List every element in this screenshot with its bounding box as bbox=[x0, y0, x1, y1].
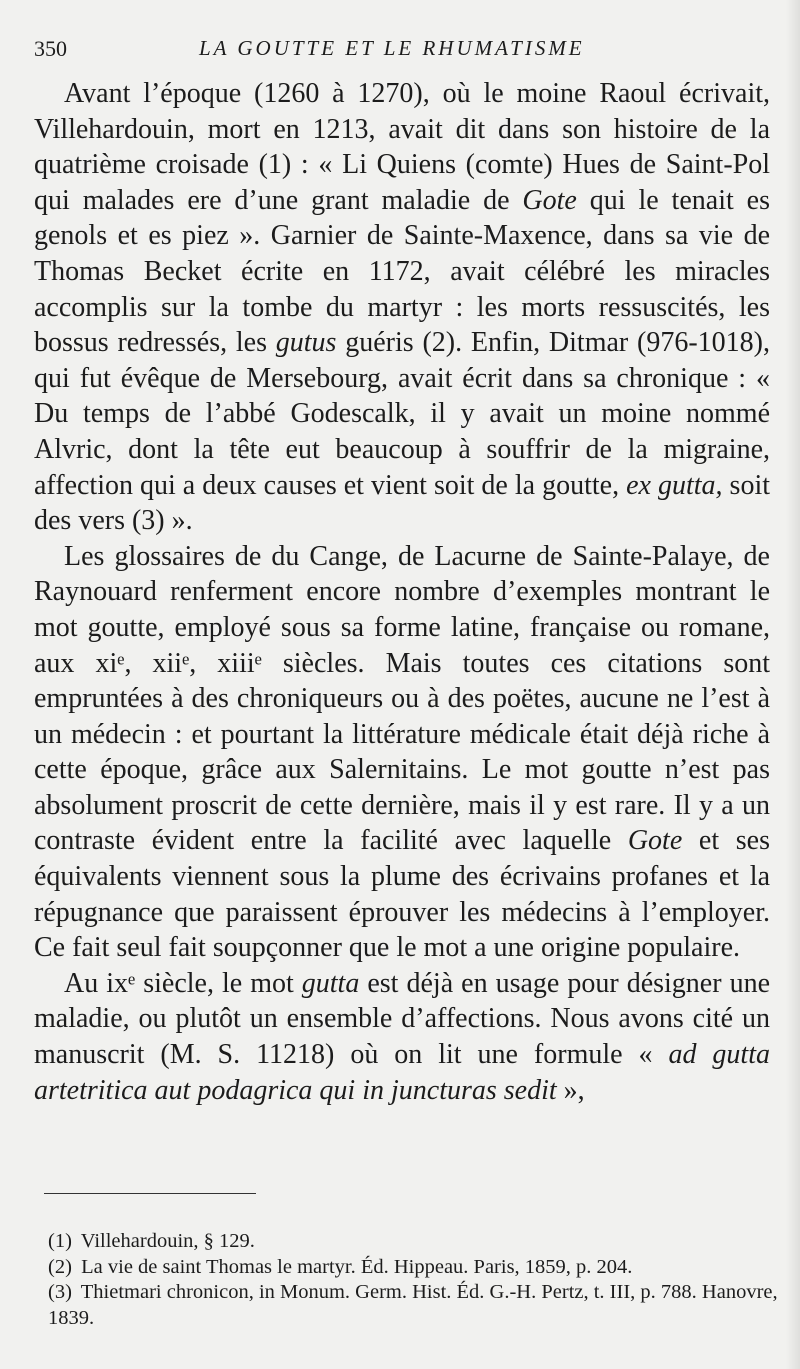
footnote-number: (1) bbox=[48, 1230, 72, 1252]
page-edge-shadow bbox=[786, 0, 800, 1369]
italic-term: Gote bbox=[522, 184, 577, 216]
text-segment: Au ixᵉ siècle, le mot bbox=[64, 967, 302, 999]
footnote-number: (3) bbox=[48, 1281, 72, 1303]
italic-term: gutus bbox=[275, 327, 337, 359]
text-segment: soit des vers (3) ». bbox=[34, 469, 770, 537]
italic-term: Gote bbox=[627, 825, 683, 857]
footnote-text: La vie de saint Thomas le martyr. Éd. Hippeau. Paris, 1859, p. 204. bbox=[81, 1255, 633, 1278]
footnote-2 bbox=[48, 1255, 778, 1281]
running-title: LA GOUTTE ET LE RHUMATISME bbox=[199, 36, 585, 60]
text-segment: Les glossaires de du Cange, de Lacurne de Sainte-Palaye, de Raynouard renferment encore nombre d’exemples montrant le mot goutte, employé sous sa forme latine, française ou romane, aux xiᵉ, xiiᵉ, xiiiᵉ siècles. Mais toutes ces citations sont empruntées à des chroniqueurs ou à des poëtes, aucune ne l’est à un médecin : et pourtant la littérature médicale était déjà riche à cette époque, grâce aux Salernitains. Le mot goutte n’est pas absolument proscrit de cette dernière, mais il y est rare. Il y a un contraste évident entre la facilité avec laquelle bbox=[34, 540, 770, 857]
page-number: 350 bbox=[34, 36, 67, 61]
text-segment: Avant l’époque (1260 à 1270), où le moine Raoul écrivait, Villehardouin, mort en 1213, avait dit dans son histoire de la quatrième croisade (1) : « Li Quiens (comte) Hues de Saint-Pol qui malades ere d’une grant maladie de bbox=[34, 78, 770, 216]
text-segment: qui le tenait es genols et es piez ». Garnier de Sainte-Maxence, dans sa vie de Thomas Becket écrite en 1172, avait célébré les miracles accomplis sur la tombe du martyr : les morts ressuscités, les bossus redressés, les bbox=[34, 184, 770, 359]
text-segment: guéris (2). Enfin, Ditmar (976-1018), qui fut évêque de Mersebourg, avait écrit dans sa chronique : « Du temps de l’abbé Godescalk, il y avait un moine nommé Alvric, dont la tête eut beaucoup à souffrir de la migraine, affection qui a deux causes et vient soit de la goutte, bbox=[34, 327, 770, 501]
italic-term: ex gutta, bbox=[626, 469, 723, 501]
italic-term: ad gutta artetritica aut podagrica qui in juncturas sedit bbox=[34, 1039, 770, 1106]
text-segment: est déjà en usage pour désigner une maladie, ou plutôt un ensemble d’affections. Nous avons cité un manuscrit (M. S. 11218) où on lit une formule « bbox=[34, 967, 770, 1071]
footnotes bbox=[48, 1229, 778, 1331]
footnote-text: Thietmari chronicon, in Monum. Germ. Hist. Éd. G.-H. Pertz, t. III, p. 788. Hanovre, 1839. bbox=[48, 1281, 778, 1329]
footnote-text: Villehardouin, § 129. bbox=[80, 1230, 255, 1252]
italic-term: gutta bbox=[301, 967, 360, 999]
footnote-3 bbox=[48, 1280, 778, 1331]
footnote-separator bbox=[44, 1193, 256, 1194]
page-header bbox=[34, 36, 774, 66]
paragraph-2 bbox=[34, 539, 770, 966]
body-text bbox=[34, 76, 770, 1108]
text-segment: », bbox=[556, 1074, 585, 1106]
paragraph-3 bbox=[34, 966, 770, 1108]
footnote-1 bbox=[48, 1229, 778, 1255]
text-segment: et ses équivalents viennent sous la plume des écrivains profanes et la répugnance que paraissent éprouver les médecins à l’employer. Ce fait seul fait soupçonner que le mot a une origine populaire. bbox=[34, 825, 770, 964]
paragraph-1 bbox=[34, 76, 770, 539]
footnote-number: (2) bbox=[48, 1255, 72, 1278]
